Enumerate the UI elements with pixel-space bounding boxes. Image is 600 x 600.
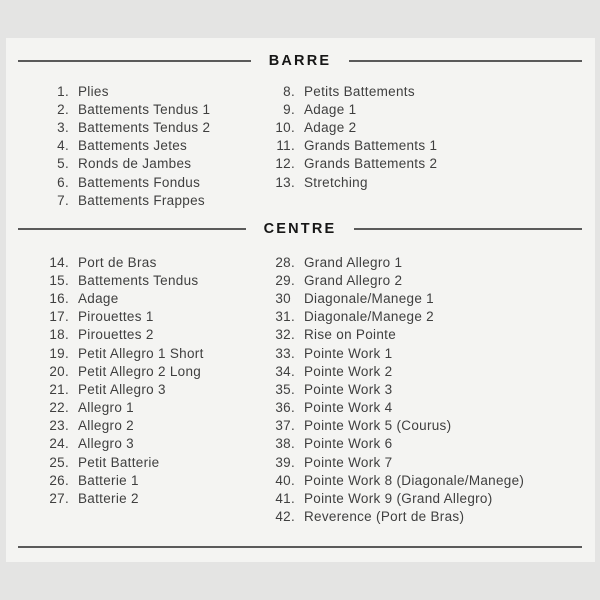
track-row [42, 453, 204, 471]
track-label: Pointe Work 8 (Diagonale/Manege) [304, 472, 525, 488]
track-row [268, 308, 524, 326]
track-column-barre-left [42, 82, 210, 209]
track-number: 20. [49, 363, 69, 379]
track-label: Pirouettes 2 [78, 327, 154, 343]
bottom-rule [18, 546, 582, 548]
track-row [42, 253, 204, 271]
track-label: Pointe Work 2 [304, 363, 393, 379]
track-number: 18. [49, 327, 69, 343]
header-rule-right [354, 228, 582, 230]
tracklist-card [6, 38, 595, 562]
track-row [268, 82, 437, 100]
track-number: 33. [275, 345, 295, 361]
track-label: Pointe Work 9 (Grand Allegro) [304, 491, 493, 507]
track-number: 19. [49, 345, 69, 361]
section-header-barre [18, 53, 582, 69]
track-label: Ronds de Jambes [78, 156, 192, 172]
track-number: 24. [49, 436, 69, 452]
track-column-barre-right [268, 82, 437, 191]
track-label: Allegro 1 [78, 400, 134, 416]
track-label: Allegro 3 [78, 436, 134, 452]
track-label: Petit Allegro 3 [78, 381, 166, 397]
track-number: 5. [57, 156, 69, 172]
track-row [42, 362, 204, 380]
track-number: 42. [275, 509, 295, 525]
track-number: 34. [275, 363, 295, 379]
track-row [268, 435, 524, 453]
track-row [268, 173, 437, 191]
track-row [42, 82, 210, 100]
section-header-centre [18, 221, 582, 237]
track-number: 28. [275, 254, 295, 270]
section-title-centre: CENTRE [263, 221, 337, 237]
track-row [42, 173, 210, 191]
header-rule-left [18, 228, 246, 230]
track-number: 2. [57, 101, 69, 117]
track-row [268, 508, 524, 526]
track-row [42, 417, 204, 435]
track-row [42, 155, 210, 173]
track-number: 37. [275, 418, 295, 434]
track-number: 38. [275, 436, 295, 452]
track-label: Battements Tendus 2 [78, 119, 211, 135]
track-label: Batterie 1 [78, 472, 139, 488]
track-number: 30 [275, 290, 291, 306]
track-number: 10. [275, 119, 295, 135]
track-row [268, 489, 524, 507]
track-row [42, 471, 204, 489]
track-row [42, 399, 204, 417]
track-label: Petit Allegro 1 Short [78, 345, 204, 361]
track-number: 36. [275, 400, 295, 416]
track-label: Pointe Work 6 [304, 436, 393, 452]
track-label: Batterie 2 [78, 491, 139, 507]
track-number: 14. [49, 254, 69, 270]
track-label: Rise on Pointe [304, 327, 397, 343]
track-row [268, 253, 524, 271]
track-number: 32. [275, 327, 295, 343]
track-label: Grands Battements 2 [304, 156, 438, 172]
track-number: 8. [283, 83, 295, 99]
track-number: 29. [275, 272, 295, 288]
track-row [42, 289, 204, 307]
track-label: Pointe Work 5 (Courus) [304, 418, 452, 434]
track-label: Grand Allegro 2 [304, 272, 403, 288]
track-number: 11. [276, 138, 295, 154]
header-rule-right [349, 60, 582, 62]
track-number: 4. [57, 138, 69, 154]
track-number: 26. [49, 472, 69, 488]
track-number: 31. [275, 309, 295, 325]
track-row [42, 344, 204, 362]
track-number: 9. [283, 101, 295, 117]
header-rule-left [18, 60, 251, 62]
track-number: 13. [275, 174, 295, 190]
track-label: Battements Tendus 1 [78, 101, 211, 117]
track-label: Grand Allegro 1 [304, 254, 403, 270]
track-row [42, 380, 204, 398]
track-label: Adage [78, 290, 119, 306]
track-number: 22. [49, 400, 69, 416]
track-number: 6. [57, 174, 69, 190]
track-label: Adage 2 [304, 119, 357, 135]
track-row [42, 271, 204, 289]
track-label: Pointe Work 4 [304, 400, 393, 416]
track-label: Diagonale/Manege 2 [304, 309, 434, 325]
track-label: Battements Jetes [78, 138, 188, 154]
track-label: Petit Batterie [78, 454, 160, 470]
track-row [268, 344, 524, 362]
track-row [268, 471, 524, 489]
track-row [268, 399, 524, 417]
track-column-centre-right [268, 253, 524, 526]
track-label: Battements Tendus [78, 272, 199, 288]
track-label: Petits Battements [304, 83, 415, 99]
track-number: 25. [49, 454, 69, 470]
track-number: 35. [275, 381, 295, 397]
track-row [42, 118, 210, 136]
track-row [42, 191, 210, 209]
track-label: Reverence (Port de Bras) [304, 509, 465, 525]
track-label: Pointe Work 1 [304, 345, 393, 361]
track-number: 40. [275, 472, 295, 488]
track-row [268, 137, 437, 155]
track-label: Stretching [304, 174, 368, 190]
track-column-centre-left [42, 253, 204, 508]
track-label: Allegro 2 [78, 418, 134, 434]
track-label: Plies [78, 83, 109, 99]
track-label: Diagonale/Manege 1 [304, 290, 434, 306]
track-row [268, 271, 524, 289]
track-row [268, 155, 437, 173]
track-number: 23. [49, 418, 69, 434]
track-row [42, 137, 210, 155]
track-row [268, 118, 437, 136]
track-row [268, 417, 524, 435]
track-row [268, 326, 524, 344]
track-number: 21. [49, 381, 69, 397]
track-label: Battements Frappes [78, 192, 205, 208]
track-label: Grands Battements 1 [304, 138, 438, 154]
track-row [268, 289, 524, 307]
track-row [42, 100, 210, 118]
track-number: 1. [57, 83, 69, 99]
track-label: Port de Bras [78, 254, 157, 270]
track-number: 3. [57, 119, 69, 135]
track-number: 12. [275, 156, 295, 172]
track-label: Pointe Work 3 [304, 381, 393, 397]
track-row [268, 100, 437, 118]
track-number: 17. [49, 309, 69, 325]
track-number: 27. [49, 491, 69, 507]
track-row [42, 435, 204, 453]
track-row [268, 453, 524, 471]
track-label: Battements Fondus [78, 174, 201, 190]
track-number: 7. [57, 192, 69, 208]
track-row [42, 308, 204, 326]
track-number: 16. [49, 290, 69, 306]
track-number: 15. [49, 272, 69, 288]
track-row [268, 362, 524, 380]
track-number: 41. [275, 491, 295, 507]
track-label: Pointe Work 7 [304, 454, 393, 470]
track-row [42, 326, 204, 344]
track-number: 39. [275, 454, 295, 470]
track-label: Pirouettes 1 [78, 309, 154, 325]
track-label: Petit Allegro 2 Long [78, 363, 202, 379]
section-title-barre: BARRE [268, 53, 332, 69]
track-row [42, 489, 204, 507]
track-label: Adage 1 [304, 101, 357, 117]
track-row [268, 380, 524, 398]
